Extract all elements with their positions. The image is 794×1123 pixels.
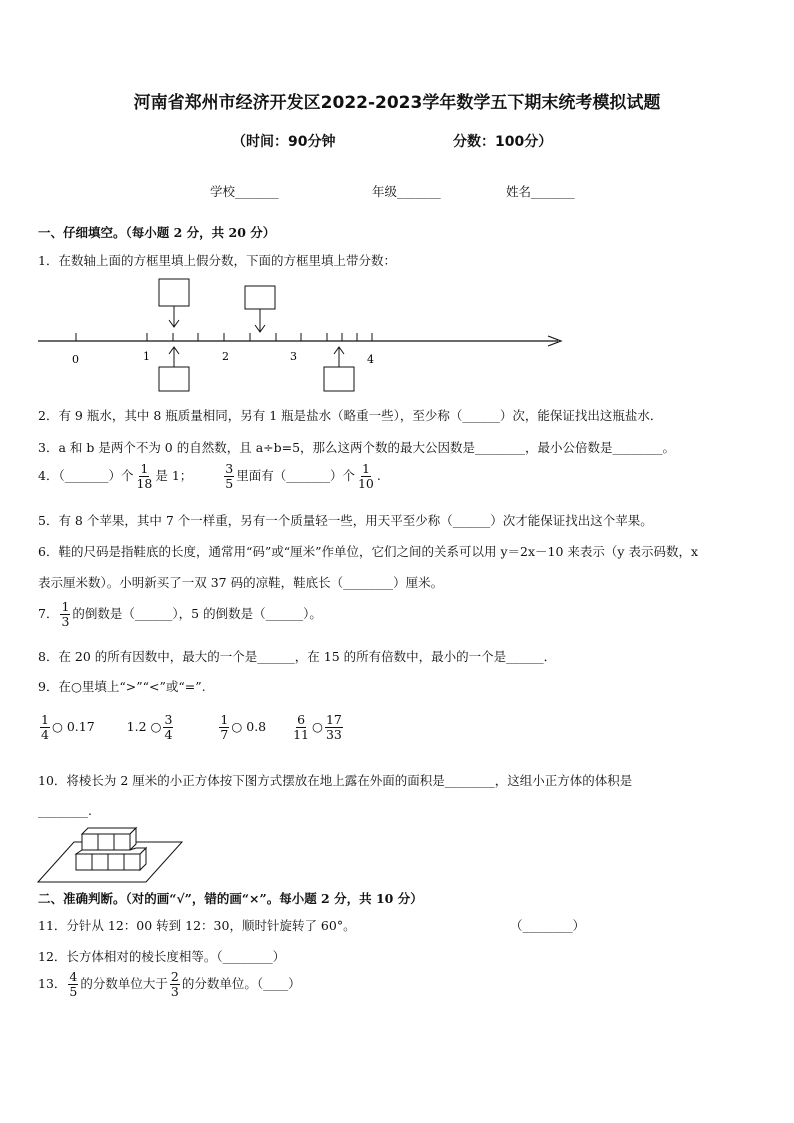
tick-label-4: 4 — [367, 353, 374, 366]
grade-field[interactable] — [372, 182, 441, 200]
school-field[interactable] — [210, 182, 279, 200]
name-blank[interactable]: _______ — [531, 184, 575, 199]
answer-box-upper-2 — [245, 286, 275, 309]
page-title: 河南省郑州市经济开发区2022-2023学年数学五下期末统考模拟试题 — [133, 93, 661, 113]
name-field[interactable] — [506, 182, 575, 200]
score-label: 分数：100分） — [453, 134, 553, 150]
cubes-figure — [36, 824, 184, 886]
time-label: （时间：90分钟 — [232, 134, 336, 150]
question-1: 1．在数轴上面的方框里填上假分数，下面的方框里填上带分数： — [38, 253, 396, 268]
question-7: 7． $\frac{1}{3}$ 的倒数是（______），5 的倒数是（______）。 — [38, 599, 322, 629]
compare-circle-3[interactable]: ○ — [231, 719, 243, 734]
name-label: 姓名 — [506, 184, 532, 199]
section-1-heading: 一、仔细填空。（每小题 2 分，共 20 分） — [38, 225, 276, 240]
question-3: 3．a 和 b 是两个不为 0 的自然数，且 a÷b=5，那么这两个数的最大公因数是________，最小公倍数是________。 — [38, 440, 676, 455]
question-13: 13． $\frac{4}{5}$ 的分数单位大于 $\frac{2}{3}$ 的分数单位。（____） — [38, 969, 301, 999]
school-blank[interactable]: _______ — [235, 184, 279, 199]
question-5: 5．有 8 个苹果，其中 7 个一样重，另有一个质量轻一些，用天平至少称（______）次才能保证找出这个苹果。 — [38, 513, 653, 528]
tick-label-2: 2 — [222, 350, 229, 363]
compare-circle-2[interactable]: ○ — [150, 719, 162, 734]
grade-label: 年级 — [372, 184, 398, 199]
question-11-answer[interactable]: （________） — [510, 918, 586, 933]
compare-circle-4[interactable]: ○ — [312, 719, 323, 734]
number-line-figure — [30, 278, 570, 392]
question-2: 2．有 9 瓶水，其中 8 瓶质量相同，另有 1 瓶是盐水（略重一些），至少称（______）次，能保证找出这瓶盐水． — [38, 408, 663, 423]
question-9: 9．在○里填上“>”“<”或“=”. — [38, 679, 206, 694]
question-4: 4．（_______）个 $\frac{1}{18}$ 是 1； $\frac{3}{5}$ 里面有（_______）个 $\frac{1}{10}$ . — [38, 461, 381, 491]
answer-box-upper-1 — [159, 279, 189, 306]
tick-label-1: 1 — [143, 350, 150, 363]
question-6-line1: 6．鞋的尺码是指鞋底的长度，通常用“码”或“厘米”作单位，它们之间的关系可以用 y＝2x－10 来表示（y 表示码数，x — [38, 544, 699, 559]
question-8: 8．在 20 的所有因数中，最大的一个是______，在 15 的所有倍数中，最小的一个是______． — [38, 649, 557, 664]
answer-box-lower-2 — [324, 367, 354, 391]
compare-circle-1[interactable]: ○ — [51, 719, 63, 734]
tick-label-3: 3 — [290, 350, 297, 363]
question-10-line1: 10．将棱长为 2 厘米的小正方体按下图方式摆放在地上露在外面的面积是________，这组小正方体的体积是 — [38, 773, 633, 788]
question-9-items: $\frac{1}{4}$ ○ 0.17 1.2 ○ $\frac{3}{4}$ $\frac{1}{7}$ ○ 0.8 $\frac{6}{11}$ ○ $\frac{17}{33}$ — [41, 712, 342, 742]
grade-blank[interactable]: _______ — [397, 184, 441, 199]
question-10-line2: ________. — [38, 803, 92, 818]
section-2-heading: 二、准确判断。（对的画“√”，错的画“×”。每小题 2 分，共 10 分） — [38, 891, 423, 906]
question-6-line2: 表示厘米数）。小明新买了一双 37 码的凉鞋，鞋底长（________）厘米。 — [38, 575, 444, 590]
answer-box-lower-1 — [159, 367, 189, 391]
tick-label-0: 0 — [72, 353, 79, 366]
school-label: 学校 — [210, 184, 236, 199]
question-12: 12．长方体相对的棱长度相等。（________） — [38, 949, 286, 964]
question-11: 11．分针从 12：00 转到 12：30，顺时针旋转了 60°。 — [38, 918, 356, 933]
ticks — [76, 333, 372, 341]
